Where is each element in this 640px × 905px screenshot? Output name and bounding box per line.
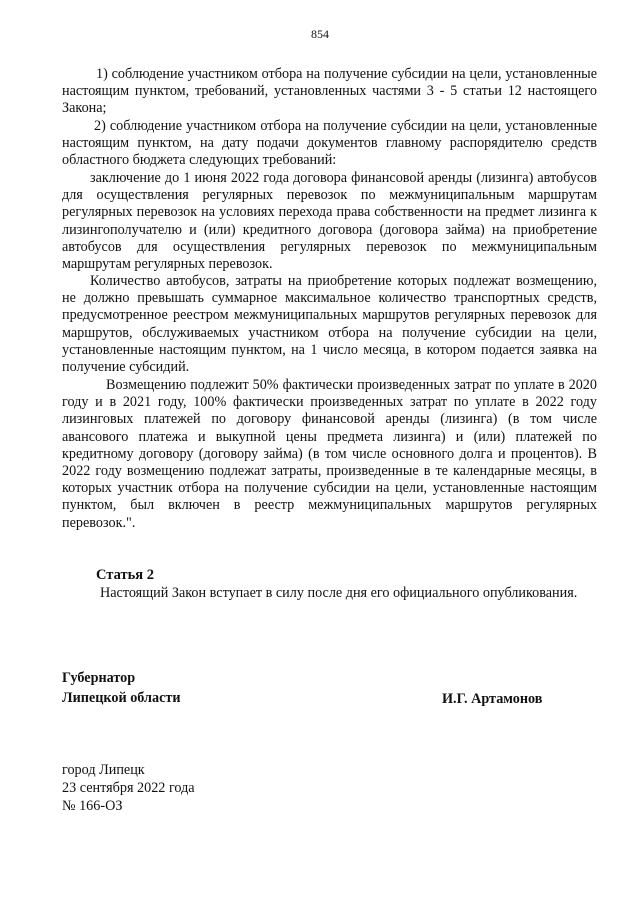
city: город Липецк xyxy=(62,762,145,778)
law-text-3 xyxy=(62,170,597,273)
document-meta xyxy=(62,761,195,815)
paragraph-item-1: 1) соблюдение участником отбора на получение субсидии на цели, установленные настоящим пунктом, требований, установленных частями 3 - 5 статьи 12 настоящего Закона; xyxy=(62,66,597,117)
signature-title-line1: Губернатор xyxy=(62,670,136,686)
signature-title-line2: Липецкой области xyxy=(62,690,181,706)
article-heading: Статья 2 xyxy=(96,567,154,583)
signature-name: И.Г. Артамонов xyxy=(442,691,543,707)
law-text-5 xyxy=(62,377,597,532)
page-number: 854 xyxy=(311,27,329,41)
law-text xyxy=(62,66,597,118)
law-text-4 xyxy=(62,273,597,376)
article-text: Настоящий Закон вступает в силу после дня его официального опубликования. xyxy=(100,585,578,601)
paragraph-requirement: заключение до 1 июня 2022 года договора финансовой аренды (лизинга) автобусов для осуществления регулярных перевозок по межмуниципальным маршрутам регулярных перевозок на условиях перехода права собственности на предмет лизинга к лизингополучателю и (или) кредитного договора (договора займа) на приобретение автобусов для осуществления регулярных перевозок по межмуниципальным маршрутам регулярных перевозок. xyxy=(62,170,597,273)
law-text-2 xyxy=(62,118,597,170)
paragraph-reimbursement: Возмещению подлежит 50% фактически произведенных затрат по уплате в 2020 году и в 2021 году, 100% фактически произведенных затрат по уплате в 2022 году лизинговых платежей по договору финансовой аренды (лизинга) (в том числе авансового платежа и выкупной цены предмета лизинга) и (или) платежей по кредитному договору (договору займа) (в том числе основного долга и процентов). В 2022 году возмещению подлежат затраты, произведенные в те календарные месяцы, в которых участник отбора на получение субсидии на цели, установленные настоящим пунктом, был включен в реестр межмуниципальных маршрутов регулярных перевозок.". xyxy=(62,377,597,531)
paragraph-bus-count: Количество автобусов, затраты на приобретение которых подлежат возмещению, не должно превышать суммарное максимальное количество транспортных средств, предусмотренное реестром межмуниципальных маршрутов регулярных перевозок для маршрутов, обслуживаемых участником отбора на получение субсидии на цели, установленные настоящим пунктом, на 1 число месяца, в котором подается заявка на получение субсидий. xyxy=(62,273,597,376)
law-number: № 166-ОЗ xyxy=(62,798,123,814)
date: 23 сентября 2022 года xyxy=(62,780,195,796)
paragraph-item-2: 2) соблюдение участником отбора на получение субсидии на цели, установленные настоящим пунктом, на дату подачи документов главному распорядителю средств областного бюджета следующих требований: xyxy=(62,118,597,169)
signature-title xyxy=(62,668,181,708)
